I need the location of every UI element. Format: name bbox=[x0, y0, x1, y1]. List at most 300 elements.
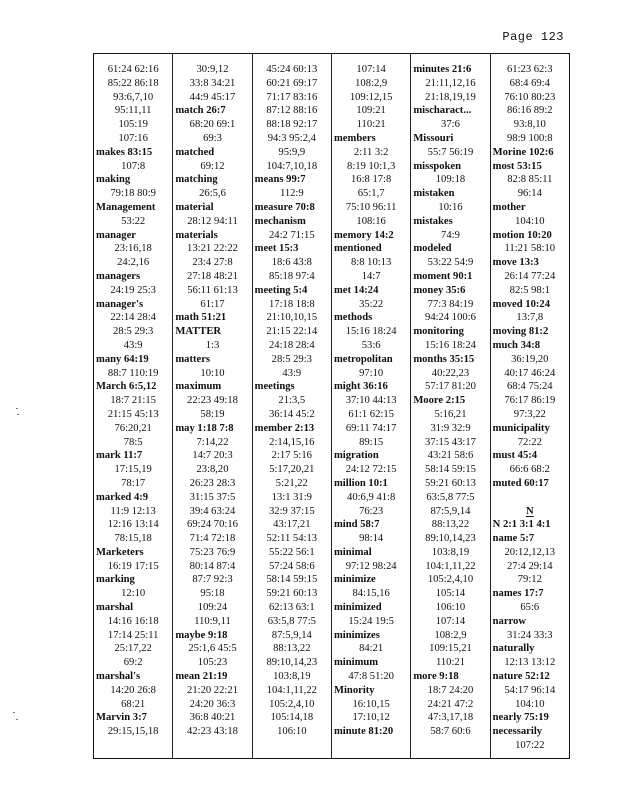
index-column-4 bbox=[331, 54, 410, 758]
page-line-reference: 61:24 62:16 bbox=[107, 64, 159, 75]
page-line-reference: 61:23 62:3 bbox=[506, 64, 553, 75]
page-line-reference: 21:3,5 bbox=[278, 395, 306, 407]
page-line-reference: 84:15,16 bbox=[352, 588, 390, 600]
page-line-reference: 85:22 86:18 bbox=[107, 77, 159, 89]
page-line-reference: 58:7 60:6 bbox=[430, 726, 471, 738]
index-term: measure 70:8 bbox=[254, 201, 315, 213]
page-line-reference: 69:12 bbox=[200, 160, 225, 172]
page-line-reference: 45:24 60:13 bbox=[266, 64, 318, 75]
page-line-reference: 107:14 bbox=[435, 615, 466, 627]
page-line-reference: 60:21 69:17 bbox=[266, 77, 318, 89]
page-line-reference: 28:5 29:3 bbox=[113, 326, 154, 338]
page-line-reference: 87:5,9,14 bbox=[430, 505, 471, 517]
page-line-reference: 69:24 70:16 bbox=[187, 519, 238, 531]
index-term: meetings bbox=[254, 381, 295, 393]
page-line-reference: 58:19 bbox=[200, 408, 225, 420]
index-term: minimum bbox=[333, 657, 379, 669]
index-term: moved 10:24 bbox=[492, 298, 551, 310]
page-line-reference: 16:8 17:8 bbox=[350, 174, 392, 186]
index-term: marshal's bbox=[96, 671, 141, 683]
page-line-reference: 37:6 bbox=[441, 119, 460, 131]
index-term: naturally bbox=[492, 643, 535, 655]
page-line-reference: 28:12 94:11 bbox=[187, 215, 238, 227]
index-term: meeting 5:4 bbox=[254, 284, 308, 296]
page-line-reference: 84:21 bbox=[359, 643, 384, 655]
index-term: monitoring bbox=[413, 326, 464, 338]
page-line-reference: 37:10 44:13 bbox=[345, 395, 397, 407]
page-line-reference: 14:7 bbox=[361, 270, 381, 282]
index-term: marked 4:9 bbox=[96, 491, 149, 503]
page-line-reference: 40:6,9 41:8 bbox=[347, 491, 396, 503]
page-line-reference: 87:12 88:16 bbox=[266, 105, 318, 117]
index-term: mistakes bbox=[413, 215, 453, 227]
page-line-reference: 82:8 85:11 bbox=[507, 174, 553, 186]
index-term: Morine 102:6 bbox=[492, 146, 554, 158]
page-line-reference: 36:8 40:21 bbox=[189, 712, 236, 724]
index-term: moving 81:2 bbox=[492, 326, 549, 338]
index-term: minimizes bbox=[333, 629, 380, 641]
page-line-reference: 24:18 28:4 bbox=[269, 339, 315, 351]
page-line-reference: 95:11,11 bbox=[114, 105, 152, 117]
page-line-reference: 12:13 13:12 bbox=[504, 657, 556, 669]
page-line-reference: 21:20 22:21 bbox=[187, 684, 238, 696]
page-line-reference: 2:17 5:16 bbox=[271, 450, 312, 462]
page-line-reference: 16:10,15 bbox=[352, 698, 390, 710]
page-line-reference: 105:23 bbox=[197, 657, 228, 669]
page-line-reference: 87:5,9,14 bbox=[271, 629, 312, 641]
page-line-reference: 26:23 28:3 bbox=[189, 477, 236, 489]
page-number: Page 123 bbox=[502, 30, 564, 44]
page-line-reference: 24:21 47:2 bbox=[427, 698, 474, 710]
index-column-1 bbox=[94, 54, 172, 758]
index-term: maximum bbox=[175, 381, 222, 393]
page-line-reference: 96:14 bbox=[517, 188, 542, 200]
page-line-reference: 76:10 80:23 bbox=[504, 91, 556, 103]
page-line-reference: 11:9 12:13 bbox=[110, 505, 156, 517]
page-line-reference: 105:14,18 bbox=[270, 712, 314, 724]
section-letter: N bbox=[525, 505, 534, 517]
page-line-reference: 94:3 95:2,4 bbox=[267, 132, 316, 144]
page-line-reference: 17:14 25:11 bbox=[107, 629, 159, 641]
page-line-reference: 78:15,18 bbox=[114, 533, 152, 545]
index-term: member 2:13 bbox=[254, 422, 315, 434]
page-line-reference: 104:1,11,22 bbox=[425, 560, 476, 572]
page-line-reference: 24:20 36:3 bbox=[189, 698, 236, 710]
page-line-reference: 30:9,12 bbox=[196, 64, 229, 75]
index-term: met 14:24 bbox=[333, 284, 379, 296]
index-term: money 35:6 bbox=[413, 284, 466, 296]
page-line-reference: 14:16 16:18 bbox=[107, 615, 159, 627]
page-line-reference: 52:11 54:13 bbox=[266, 533, 318, 545]
page-line-reference: 106:10 bbox=[435, 602, 466, 614]
index-term: most 53:15 bbox=[492, 160, 542, 172]
index-term: misspoken bbox=[413, 160, 461, 172]
page-line-reference: 57:17 81:20 bbox=[425, 381, 476, 393]
page-line-reference: 53:22 54:9 bbox=[427, 257, 474, 269]
page-line-reference: 17:15,19 bbox=[114, 464, 152, 476]
index-term: Marketers bbox=[96, 546, 144, 558]
page-line-reference: 20:12,12,13 bbox=[504, 546, 556, 558]
index-term: might 36:16 bbox=[333, 381, 388, 393]
page-line-reference: 58:14 59:15 bbox=[425, 464, 476, 476]
page-line-reference: 110:21 bbox=[356, 119, 386, 131]
page-line-reference: 5:16,21 bbox=[434, 408, 467, 420]
page-line-reference: 39:4 63:24 bbox=[189, 505, 236, 517]
page-line-reference: 68:21 bbox=[121, 698, 146, 710]
index-term: motion 10:20 bbox=[492, 229, 552, 241]
page-line-reference: 80:14 87:4 bbox=[189, 560, 236, 572]
index-term: mischaract... bbox=[413, 105, 472, 117]
page-line-reference: 2:14,15,16 bbox=[269, 436, 315, 448]
page-line-reference: 97:10 bbox=[359, 367, 384, 379]
page-line-reference: 69:11 74:17 bbox=[345, 422, 397, 434]
page-line-reference: 108:16 bbox=[356, 215, 386, 227]
index-term: matching bbox=[175, 174, 218, 186]
index-term: mistaken bbox=[413, 188, 455, 200]
page-line-reference: 65:6 bbox=[520, 602, 540, 614]
page-line-reference: 22:23 49:18 bbox=[187, 395, 238, 407]
page-line-reference: 5:21,22 bbox=[275, 477, 308, 489]
page-line-reference: 59:21 60:13 bbox=[425, 477, 476, 489]
index-term: municipality bbox=[492, 422, 550, 434]
index-term: mind 58:7 bbox=[333, 519, 380, 531]
page-line-reference: 107:16 bbox=[118, 132, 148, 144]
page-line-reference: 23:16,18 bbox=[114, 243, 152, 255]
page-line-reference: 36:14 45:2 bbox=[269, 408, 315, 420]
page-line-reference: 2:11 3:2 bbox=[353, 146, 389, 158]
page-line-reference: 104:10 bbox=[515, 698, 545, 710]
page-line-reference: 24:2 71:15 bbox=[269, 229, 315, 241]
index-term: million 10:1 bbox=[333, 477, 388, 489]
page-line-reference: 71:17 83:16 bbox=[266, 91, 318, 103]
page-line-reference: 26:5,6 bbox=[199, 188, 226, 200]
page-line-reference: 74:9 bbox=[441, 229, 460, 241]
page-line-reference: 86:16 89:2 bbox=[506, 105, 553, 117]
index-term: marking bbox=[96, 574, 135, 586]
page-line-reference: 27:18 48:21 bbox=[187, 270, 238, 282]
page-line-reference: 108:2,9 bbox=[434, 629, 467, 641]
page-line-reference: 68:4 69:4 bbox=[509, 77, 550, 89]
page-line-reference: 89:10,14,23 bbox=[266, 657, 318, 669]
page-line-reference: 31:9 32:9 bbox=[430, 422, 471, 434]
page-line-reference: 109:18 bbox=[435, 174, 466, 186]
page-line-reference: 106:10 bbox=[277, 726, 307, 738]
page-line-reference: 87:7 92:3 bbox=[192, 574, 233, 586]
index-term: necessarily bbox=[492, 726, 543, 738]
index-term: many 64:19 bbox=[96, 353, 149, 365]
index-term: Minority bbox=[333, 684, 375, 696]
page-line-reference: 104:10 bbox=[515, 215, 545, 227]
page-line-reference: 88:7 110:19 bbox=[107, 367, 159, 379]
page-line-reference: 109:21 bbox=[356, 105, 386, 117]
page-line-reference: 21:15 22:14 bbox=[266, 326, 318, 338]
page-line-reference: 15:24 19:5 bbox=[348, 615, 394, 627]
page-line-reference: 110:9,11 bbox=[194, 615, 231, 627]
page-line-reference: 79:12 bbox=[517, 574, 542, 586]
index-term: move 13:3 bbox=[492, 257, 539, 269]
page-line-reference: 89:10,14,23 bbox=[425, 533, 476, 545]
page-line-reference: 18:6 43:8 bbox=[271, 257, 312, 269]
index-term: memory 14:2 bbox=[333, 229, 394, 241]
page-line-reference: 21:10,10,15 bbox=[266, 312, 318, 324]
page-line-reference: 105:2,4,10 bbox=[427, 574, 474, 586]
page-line-reference: 89:15 bbox=[359, 436, 384, 448]
page-line-reference: 12:16 13:14 bbox=[107, 519, 159, 531]
page-line-reference: 62:13 63:1 bbox=[269, 602, 315, 614]
index-term: math 51:21 bbox=[175, 312, 227, 324]
page-line-reference: 22:14 28:4 bbox=[110, 312, 156, 324]
index-term: months 35:15 bbox=[413, 353, 475, 365]
page-line-reference: 47:3,17,18 bbox=[427, 712, 474, 724]
page-line-reference: 13:21 22:22 bbox=[187, 243, 238, 255]
page-line-reference: 17:10,12 bbox=[352, 712, 390, 724]
index-term: minute 81:20 bbox=[333, 726, 394, 738]
page-line-reference: 43:9 bbox=[282, 367, 302, 379]
page-line-reference: 55:22 56:1 bbox=[269, 546, 315, 558]
page-line-reference: 18:7 21:15 bbox=[110, 395, 156, 407]
page-line-reference: 75:10 96:11 bbox=[345, 201, 397, 213]
page-line-reference: 77:3 84:19 bbox=[427, 298, 474, 310]
page-line-reference: 98:9 100:8 bbox=[506, 132, 553, 144]
page-line-reference: 61:17 bbox=[200, 298, 225, 310]
page-line-reference: 72:22 bbox=[517, 436, 542, 448]
page-line-reference: 69:2 bbox=[123, 657, 143, 669]
page-line-reference: 79:18 80:9 bbox=[110, 188, 156, 200]
index-term: materials bbox=[175, 229, 218, 241]
page-line-reference: 36:19,20 bbox=[511, 353, 549, 365]
index-term: March 6:5,12 bbox=[96, 381, 157, 393]
page-line-reference: 21:11,12,16 bbox=[425, 77, 476, 89]
page-line-reference: 58:14 59:15 bbox=[266, 574, 318, 586]
index-term: match 26:7 bbox=[175, 105, 226, 117]
page-line-reference: 75:23 76:9 bbox=[189, 546, 236, 558]
page-line-reference: 78:17 bbox=[121, 477, 146, 489]
word-index-table bbox=[93, 53, 570, 759]
page-line-reference: 112:9 bbox=[279, 188, 304, 200]
page-line-reference: 88:13,22 bbox=[273, 643, 311, 655]
index-term: matters bbox=[175, 353, 211, 365]
page-line-reference: 59:21 60:13 bbox=[266, 588, 318, 600]
page-line-reference: 24:19 25:3 bbox=[110, 284, 156, 296]
index-term: minimal bbox=[333, 546, 372, 558]
index-term: manager bbox=[96, 229, 137, 241]
index-term: much 34:8 bbox=[492, 339, 541, 351]
page-line-reference: 53:22 bbox=[121, 215, 146, 227]
index-term: minimize bbox=[333, 574, 376, 586]
page-line-reference: 78:5 bbox=[123, 436, 143, 448]
page-line-reference: 76:23 bbox=[359, 505, 384, 517]
index-term: migration bbox=[333, 450, 379, 462]
index-term: Marvin 3:7 bbox=[96, 712, 147, 724]
index-column-5 bbox=[410, 54, 489, 758]
page-line-reference: 44:9 45:17 bbox=[189, 91, 236, 103]
index-term: modeled bbox=[413, 243, 452, 255]
index-term: making bbox=[96, 174, 131, 186]
index-term: may 1:18 7:8 bbox=[175, 422, 234, 434]
page-line-reference: 108:2,9 bbox=[355, 77, 388, 89]
page-line-reference: 105:2,4,10 bbox=[269, 698, 315, 710]
page-line-reference: 43:9 bbox=[123, 339, 143, 351]
page-line-reference: 11:21 58:10 bbox=[504, 243, 556, 255]
page-line-reference: 105:14 bbox=[435, 588, 466, 600]
page-line-reference: 13:1 31:9 bbox=[271, 491, 312, 503]
page-line-reference: 31:15 37:5 bbox=[189, 491, 236, 503]
page-line-reference: 105:19 bbox=[118, 119, 148, 131]
page-line-reference: 8:8 10:13 bbox=[350, 257, 392, 269]
index-term: minutes 21:6 bbox=[413, 64, 472, 75]
page-line-reference: 82:5 98:1 bbox=[509, 284, 550, 296]
page-line-reference: 69:3 bbox=[203, 132, 222, 144]
index-term: material bbox=[175, 201, 214, 213]
index-term: minimized bbox=[333, 602, 382, 614]
page-line-reference: 109:15,21 bbox=[429, 643, 472, 655]
page-line-reference: 40:22,23 bbox=[431, 367, 470, 379]
page-line-reference: 107:14 bbox=[356, 64, 386, 75]
page-line-reference: 42:23 43:18 bbox=[187, 726, 238, 738]
index-term: more 9:18 bbox=[413, 671, 459, 683]
index-term: muted 60:17 bbox=[492, 477, 549, 489]
page-line-reference: 10:10 bbox=[200, 367, 225, 379]
page-line-reference: 43:17,21 bbox=[273, 519, 311, 531]
page-line-reference: 93:8,10 bbox=[513, 119, 546, 131]
page-line-reference: 66:6 68:2 bbox=[509, 464, 550, 476]
page-line-reference: 56:11 61:13 bbox=[187, 284, 238, 296]
page-line-reference: 7:14,22 bbox=[196, 436, 229, 448]
page-line-reference: 103:8,19 bbox=[273, 671, 311, 683]
page-line-reference: 63:5,8 77:5 bbox=[426, 491, 475, 503]
page-line-reference: 25:17,22 bbox=[114, 643, 152, 655]
page-line-reference: 43:21 58:6 bbox=[427, 450, 474, 462]
page-line-reference: 88:13,22 bbox=[431, 519, 470, 531]
page-line-reference: 23:8,20 bbox=[196, 464, 229, 476]
page-line-reference: 97:12 98:24 bbox=[345, 560, 397, 572]
page-line-reference: 109:12,15 bbox=[349, 91, 393, 103]
page-line-reference: 8:19 10:1,3 bbox=[347, 160, 396, 172]
page-line-reference: 107:8 bbox=[121, 160, 146, 172]
page-line-reference: 109:24 bbox=[197, 602, 228, 614]
page-line-reference: 104:7,10,18 bbox=[266, 160, 318, 172]
index-term: names 17:7 bbox=[492, 588, 544, 600]
page-line-reference: 17:18 18:8 bbox=[269, 298, 315, 310]
page-line-reference: 26:14 77:24 bbox=[504, 270, 556, 282]
page-line-reference: 12:10 bbox=[121, 588, 146, 600]
index-term: name 5:7 bbox=[492, 533, 535, 545]
index-term: nearly 75:19 bbox=[492, 712, 549, 724]
page-line-reference: 57:24 58:6 bbox=[269, 560, 315, 572]
index-term: maybe 9:18 bbox=[175, 629, 228, 641]
page-line-reference: 5:17,20,21 bbox=[269, 464, 315, 476]
page-line-reference: 53:6 bbox=[361, 339, 381, 351]
page-line-reference: 76:17 86:19 bbox=[504, 395, 556, 407]
page-line-reference: 15:16 18:24 bbox=[425, 339, 476, 351]
index-term: mechanism bbox=[254, 215, 306, 227]
page-line-reference: 76:20,21 bbox=[114, 422, 152, 434]
page-line-reference: 97:3,22 bbox=[513, 408, 546, 420]
page-line-reference: 107:22 bbox=[515, 740, 545, 752]
page-line-reference: 21:15 45:13 bbox=[107, 408, 159, 420]
page-line-reference: 14:20 26:8 bbox=[110, 684, 156, 696]
page-line-reference: 24:2,16 bbox=[117, 257, 150, 269]
page-line-reference: 15:16 18:24 bbox=[345, 326, 397, 338]
index-term: must 45:4 bbox=[492, 450, 538, 462]
page-line-reference: 55:7 56:19 bbox=[427, 146, 474, 158]
page-line-reference: 29:15,15,18 bbox=[107, 726, 159, 738]
page-line-reference: 63:5,8 77:5 bbox=[267, 615, 316, 627]
index-term: MATTER bbox=[175, 326, 222, 338]
index-term: mean 21:19 bbox=[175, 671, 228, 683]
page-line-reference: 110:21 bbox=[435, 657, 465, 669]
index-term: narrow bbox=[492, 615, 526, 627]
page-line-reference: 54:17 96:14 bbox=[504, 684, 556, 696]
page-line-reference: 35:22 bbox=[359, 298, 384, 310]
page-line-reference: 68:4 75:24 bbox=[506, 381, 553, 393]
page-line-reference: 31:24 33:3 bbox=[506, 629, 553, 641]
index-column-3 bbox=[252, 54, 331, 758]
page-line-reference: 98:14 bbox=[359, 533, 384, 545]
page-line-reference: 10:16 bbox=[438, 201, 463, 213]
spacer bbox=[491, 491, 569, 505]
page-line-reference: 23:4 27:8 bbox=[192, 257, 233, 269]
page-line-reference: 40:17 46:24 bbox=[504, 367, 556, 379]
page-line-reference: 33:8 34:21 bbox=[189, 77, 236, 89]
page-line-reference: 16:19 17:15 bbox=[107, 560, 159, 572]
index-term: metropolitan bbox=[333, 353, 393, 365]
page-line-reference: 47:8 51:20 bbox=[348, 671, 394, 683]
index-term: mark 11:7 bbox=[96, 450, 143, 462]
index-term: means 99:7 bbox=[254, 174, 306, 186]
index-term: Management bbox=[96, 201, 156, 213]
page-line-reference: 95:9,9 bbox=[278, 146, 306, 158]
page-line-reference: 1:3 bbox=[205, 339, 220, 351]
page-line-reference: 21:18,19,19 bbox=[425, 91, 476, 103]
page-line-reference: 68:20 69:1 bbox=[189, 119, 236, 131]
index-column-2 bbox=[172, 54, 251, 758]
page-line-reference: 103:8,19 bbox=[431, 546, 470, 558]
page-line-reference: 61:1 62:15 bbox=[348, 408, 394, 420]
page-line-reference: 14:7 20:3 bbox=[192, 450, 233, 462]
index-term: mother bbox=[492, 201, 526, 213]
index-term: managers bbox=[96, 270, 141, 282]
index-term: manager's bbox=[96, 298, 144, 310]
index-term: Missouri bbox=[413, 132, 454, 144]
page-line-reference: 13:7,8 bbox=[516, 312, 544, 324]
page-line-reference: 94:24 100:6 bbox=[425, 312, 476, 324]
index-term: makes 83:15 bbox=[96, 146, 153, 158]
page-line-reference: 37:15 43:17 bbox=[425, 436, 476, 448]
page-line-reference: 32:9 37:15 bbox=[269, 505, 315, 517]
page-line-reference: 95:18 bbox=[200, 588, 225, 600]
index-term: marshal bbox=[96, 602, 134, 614]
index-term: matched bbox=[175, 146, 215, 158]
index-term: Moore 2:15 bbox=[413, 395, 466, 407]
page-line-reference: 93:6,7,10 bbox=[113, 91, 154, 103]
index-term: nature 52:12 bbox=[492, 671, 550, 683]
index-term: moment 90:1 bbox=[413, 270, 473, 282]
page-line-reference: 24:12 72:15 bbox=[345, 464, 397, 476]
page-line-reference: 71:4 72:18 bbox=[189, 533, 236, 545]
index-term: methods bbox=[333, 312, 373, 324]
page-line-reference: 65:1,7 bbox=[357, 188, 385, 200]
page-line-reference: 104:1,11,22 bbox=[266, 684, 317, 696]
page-line-reference: 27:4 29:14 bbox=[506, 560, 553, 572]
index-column-6 bbox=[490, 54, 569, 758]
page-line-reference: 25:1,6 45:5 bbox=[188, 643, 237, 655]
index-term: meet 15:3 bbox=[254, 243, 299, 255]
index-term: N 2:1 3:1 4:1 bbox=[492, 519, 551, 531]
page-line-reference: 28:5 29:3 bbox=[271, 353, 312, 365]
page-line-reference: 88:18 92:17 bbox=[266, 119, 318, 131]
page-line-reference: 18:7 24:20 bbox=[427, 684, 474, 696]
